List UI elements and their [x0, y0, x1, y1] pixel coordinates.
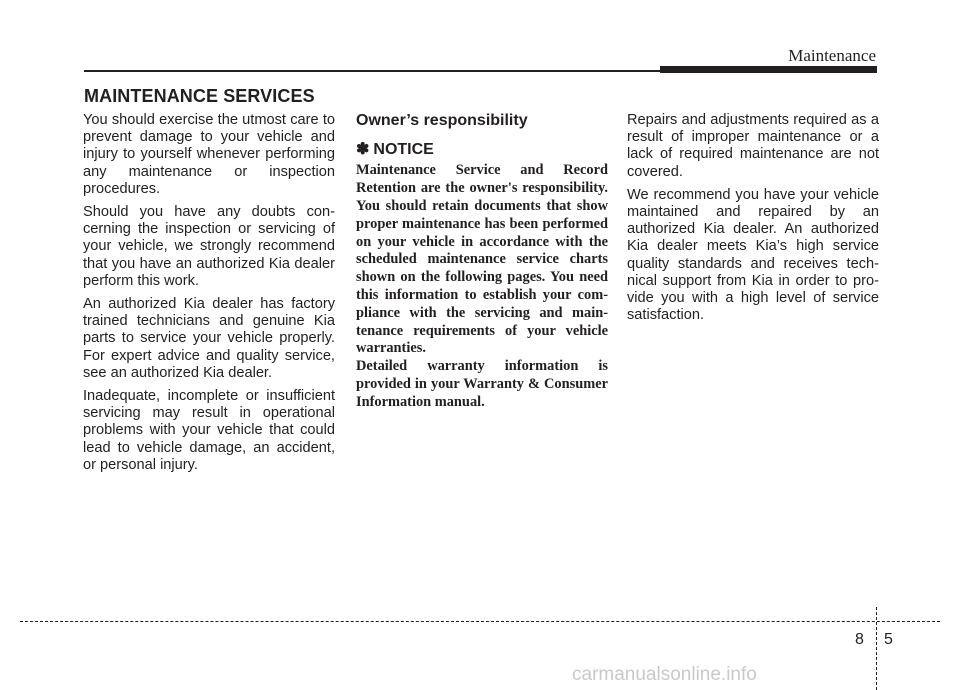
- paragraph: Should you have any doubts concerning the inspection or servicing of your vehicle, we strongly recommend that you have an authorized Kia dealer perform this work.: [83, 204, 335, 289]
- paragraph: Inadequate, incomplete or insufficient servicing may result in operational problems with your vehicle that could lead to vehicle damage, an accident, or personal injury.: [83, 388, 335, 473]
- notice-star-icon: ✽: [356, 141, 370, 159]
- page-number: 5: [884, 631, 893, 648]
- column-left: [83, 112, 335, 480]
- header-section-title: Maintenance: [788, 46, 876, 65]
- paragraph: An authorized Kia dealer has factory trained technicians and genuine Kia parts to service your vehicle properly. For expert advice and quality service, see an authorized Kia dealer.: [83, 296, 335, 381]
- column-middle: [356, 112, 608, 412]
- watermark: carmanualsonline.info: [572, 664, 757, 685]
- paragraph: We recommend you have your vehicle maintained and repaired by an authorized Kia dealer. An authorized Kia dealer meets Kia’s high service quality standards and receives technical support from Kia in order to provide you with a high level of service satisfaction.: [627, 186, 879, 324]
- footer-divider: [876, 607, 877, 690]
- section-number: 8: [855, 631, 864, 648]
- header-rule: [84, 70, 662, 72]
- notice-paragraph: Maintenance Service and Record Retention are the owner's responsibility. You should retain documents that show proper maintenance has been performed on your vehicle in accordance with the scheduled maintenance service charts shown on the following pages. You need this information to establish your compliance with the servicing and maintenance requirements of your vehicle warranties.: [356, 162, 608, 357]
- notice-heading: [356, 141, 608, 158]
- notice-paragraph: Detailed warranty information is provided in your Warranty & Consumer Information manual.: [356, 358, 608, 410]
- notice-label: NOTICE: [373, 141, 434, 159]
- column-right: [627, 112, 879, 330]
- notice-body: [356, 162, 608, 411]
- paragraph: Repairs and adjustments required as a result of improper maintenance or a lack of required maintenance are not covered.: [627, 112, 879, 180]
- header-bar: [660, 66, 877, 73]
- paragraph: You should exercise the utmost care to prevent damage to your vehicle and injury to yourself whenever performing any maintenance or inspection procedures.: [83, 112, 335, 197]
- footer-rule: [20, 621, 940, 622]
- owners-responsibility-heading: Owner’s responsibility: [356, 112, 528, 129]
- page-title: MAINTENANCE SERVICES: [84, 86, 315, 106]
